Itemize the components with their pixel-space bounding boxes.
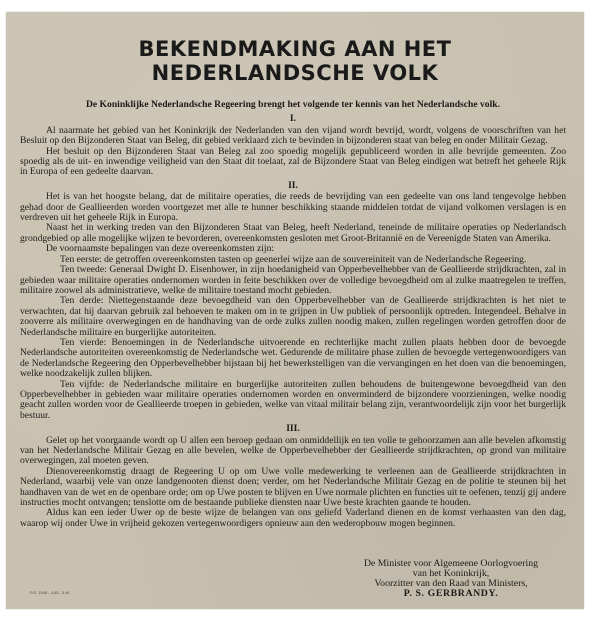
section-1-heading: I. bbox=[289, 113, 297, 125]
section-3-paragraph: Gelet op het voorgaande wordt op U allen een beroep gedaan om onmiddellijk en ten volle te gehoorzamen aan alle bevelen afkomstig van het Nederlandsche Militair Gezag en alle bevelen, welke de Opperbevelhebber der Geallieerde strijdkrachten, op grond van militaire overwegingen, zal moeten geven. bbox=[20, 434, 566, 467]
section-3-paragraph: Dienovereenkomstig draagt de Regeering U op om Uwe volle medewerking te verleenen aan de Geallieerde strijdkrachten in Nederland, waarbij vele van onze landgenooten dienst doen; verder, om het Nederlandsche Militair Gezag en de politie te steunen bij het handhaven van de wet en de openbare orde; om op Uwe posten te blijven en Uwe normale plichten en functies uit te oefenen, tenzij gij andere instructies mocht ontvangen; tenslotte om de bestaande publieke diensten naar Uwe beste krachten gaande te houden. bbox=[20, 465, 566, 509]
proclamation-body bbox=[20, 100, 566, 529]
section-2-provision: Ten vijfde: de Nederlandsche militaire en burgerlijke autoriteiten zullen behoudens de buitengewone bevoegdheid van den Opperbevelhebber in gebieden waar militaire operaties ondernomen worden en onverminderd de bijzondere voorzieningen, welke noodig geacht zullen worden voor de Geallieerde troepen in gebieden, welke van vitaal militair belang zijn, verantwoordelijk zijn voor het burgerlijk bestuur. bbox=[20, 378, 566, 421]
title-line-2: NEDERLANDSCHE VOLK bbox=[151, 61, 439, 85]
poster-paper bbox=[6, 12, 584, 609]
section-2-provision: Ten eerste: de getroffen overeenkomsten tasten op geenerlei wijze aan de souvereiniteit van de Nederlandsche Regeering. bbox=[60, 253, 527, 265]
section-3-paragraph: Aldus kan een ieder Uwer op de beste wijze de belangen van ons geliefd Vaderland dienen en de komst verhaasten van den dag, waarop wij onder Uwe in vrijheid gekozen vertegenwoordigers opnieuw aan den wederopbouw mogen beginnen. bbox=[20, 507, 566, 529]
signature-line-1: De Minister voor Algemeene Oorlogvoering bbox=[363, 558, 539, 569]
poster-title bbox=[6, 37, 584, 85]
section-1-paragraph: Al naarmate het gebied van het Koninkrijk der Nederlanden van den vijand wordt bevrijd, wordt, volgens de voorschriften van het Besluit op den Bijzonderen Staat van Beleg, dit gebied verklaard zich te bevinden in bijzonderen staat van beleg en onder Militair Gezag. bbox=[20, 124, 566, 147]
section-2-provision: Ten derde: Niettegenstaande deze bevoegdheid van den Opperbevelhebber van de Geallieerde strijdkrachten is het niet te verwachten, dat hij daarvan gebruik zal behoeven te maken om in te grijpen in Uw publiek of persoonlijk optreden. Integendeel. Behalve in zooverre als militaire overwegingen en de handhaving van de orde zulks zullen noodig maken, zullen regelingen worden getroffen door de Nederlandsche militaire en burgerlijke autoriteiten. bbox=[20, 295, 566, 338]
printer-mark: P.S. 1945 - 4-45 - 3 M. bbox=[30, 590, 70, 595]
section-2-paragraph: De voornaamste bepalingen van deze overeenkomsten zijn: bbox=[46, 243, 275, 255]
signatory-name: P. S. GERBRANDY. bbox=[403, 588, 499, 599]
signature-block bbox=[336, 559, 566, 599]
section-2-paragraph: Naast het in werking treden van den Bijzonderen Staat van Beleg, heeft Nederland, teneinde de militaire operaties op Nederlandsch grondgebied op alle mogelijke wijzen te bevorderen, overeenkomsten gesloten met Groot-Britannië en de Vereenigde Staten van Amerika. bbox=[20, 222, 566, 244]
signature-line-2: van het Koninkrijk, bbox=[412, 568, 490, 579]
intro-text: De Koninklijke Nederlandsche Regeering brengt het volgende ter kennis van het Nederlandsche volk. bbox=[85, 99, 501, 110]
section-1-paragraph: Het besluit op den Bijzonderen Staat van Beleg zal zoo spoedig mogelijk gepubliceerd worden in alle bevrijde gemeenten. Zoo spoedig als de uit- en inwendige veiligheid van den Staat dit toelaat, zal de Bijzondere Staat van Beleg eindigen wat betreft het geheele Rijk in Europa of een gedeelte daarvan. bbox=[20, 145, 566, 178]
section-2-provision: Ten tweede: Generaal Dwight D. Eisenhower, in zijn hoedanigheid van Opperbevelhebber van de Geallieerde strijdkrachten, zal in gebieden waar militaire operaties ondernomen worden in feite beschikken over de volledige bevoegdheid om al zulke maatregelen te treffen, militaire zoowel als administratieve, welke de militaire toestand mocht gebieden. bbox=[20, 264, 566, 296]
section-2-provision: Ten vierde: Benoemingen in de Nederlandsche uitvoerende en rechterlijke macht zullen plaats hebben door de bevoegde Nederlandsche autoriteiten overeenkomstig de Nederlandsche wet. Gedurende de militaire phase zullen de bevoegde vertegenwoordigers van de Nederlandsche Regeering den Opperbevelhebber bijstaan bij het bewerkstelligen van die vervangingen en het doen van die benoemingen, welke noodzakelijk zullen blijken. bbox=[20, 336, 566, 380]
signature-line-3: Voorzitter van den Raad van Ministers, bbox=[374, 578, 528, 589]
section-2-heading: II. bbox=[288, 179, 298, 191]
section-2-paragraph: Het is van het hoogste belang, dat de militaire operaties, die reeds de bevrijding van een gedeelte van ons land tengevolge hebben gehad door de Geallieerden worden voortgezet met alle te hunner beschikking staande middelen totdat de vijand volkomen verslagen is en verdreven uit het geheele Rijk in Europa. bbox=[20, 191, 566, 224]
title-line-1: BEKENDMAKING AAN HET bbox=[138, 37, 452, 61]
section-3-heading: III. bbox=[286, 423, 300, 435]
